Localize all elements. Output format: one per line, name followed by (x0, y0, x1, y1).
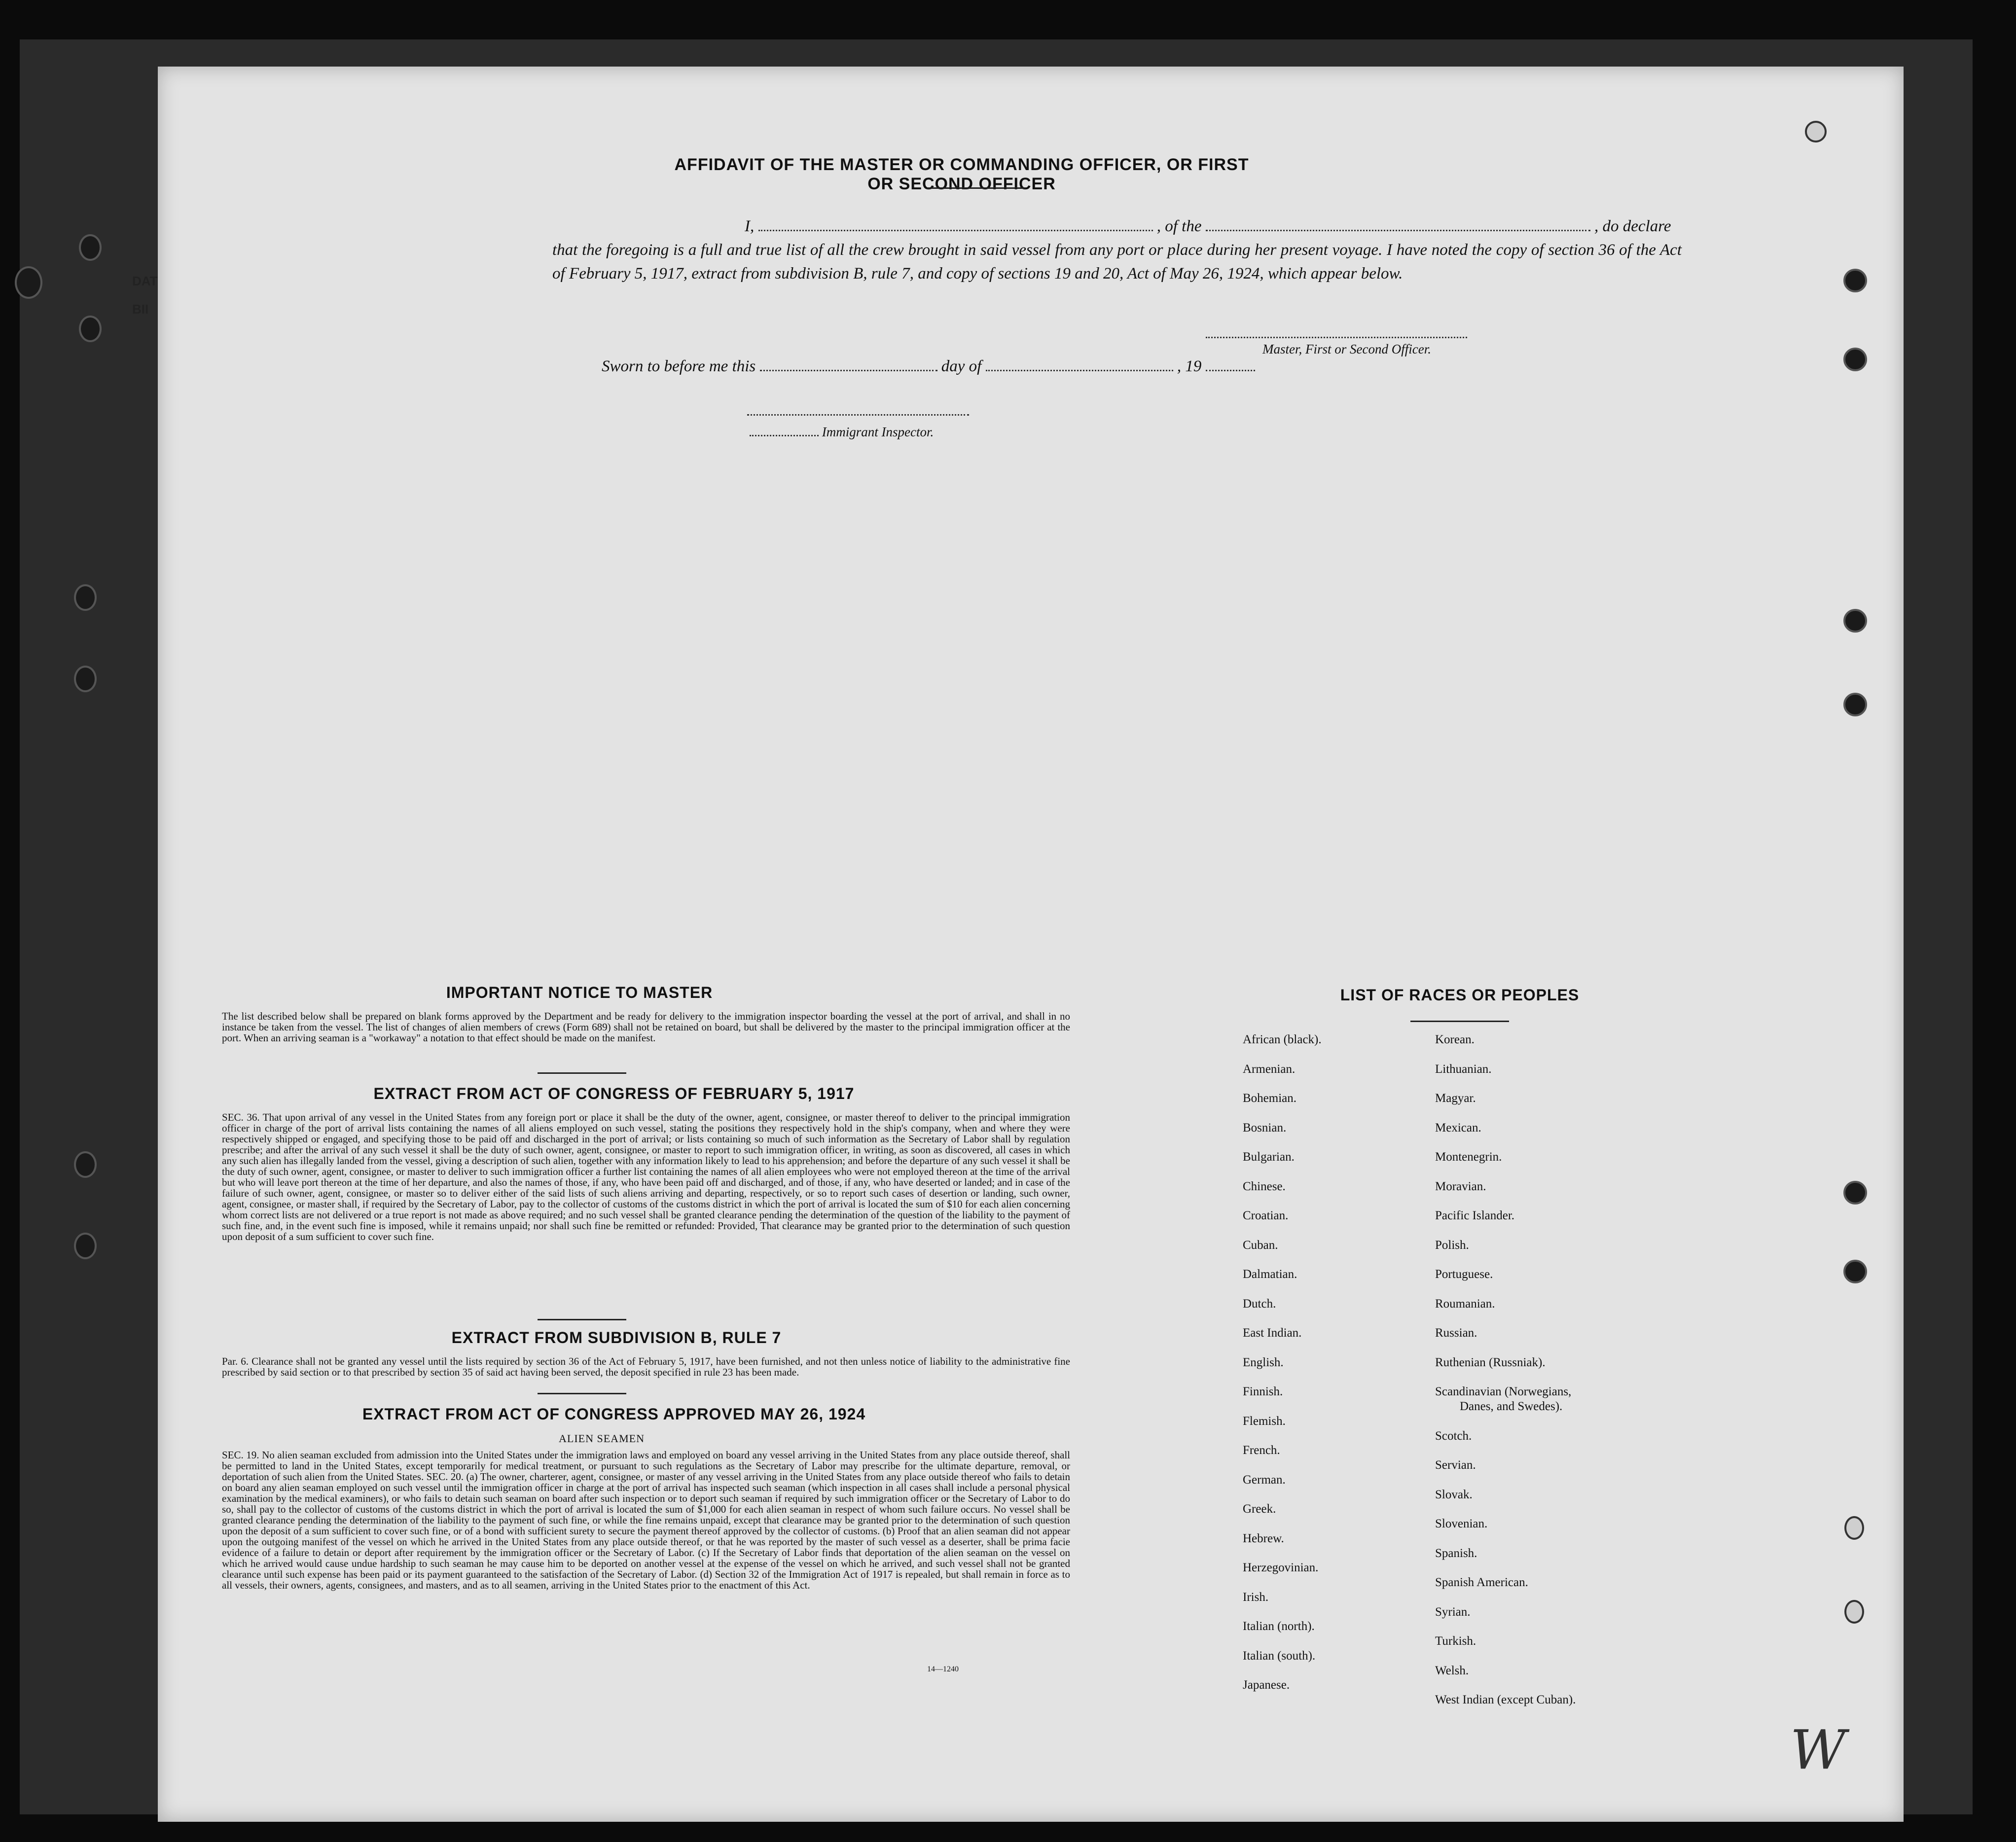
race-item: Bulgarian. (1243, 1150, 1295, 1164)
binder-hole (1843, 269, 1867, 292)
races-title: LIST OF RACES OR PEOPLES (1340, 986, 1580, 1004)
race-item: Turkish. (1435, 1634, 1476, 1648)
extract-1924-subtitle: ALIEN SEAMEN (559, 1432, 645, 1445)
race-item: Dalmatian. (1243, 1268, 1297, 1281)
sworn-year-field[interactable] (1206, 370, 1255, 371)
race-item: African (black). (1243, 1033, 1322, 1046)
binder-hole (1843, 693, 1867, 716)
affidavit-title: AFFIDAVIT OF THE MASTER OR COMMANDING OFFICER, OR FIRST OR SECOND OFFICER (674, 155, 1249, 193)
race-item: Slovak. (1435, 1488, 1473, 1501)
binder-hole (74, 584, 97, 611)
extract-1917-title: EXTRACT FROM ACT OF CONGRESS OF FEBRUARY 5, 1917 (373, 1085, 855, 1102)
binder-hole (1844, 1600, 1864, 1624)
inspector-signature (750, 425, 934, 440)
race-item: Scandinavian (Norwegians, (1435, 1385, 1572, 1398)
extract-rule7-text: Par. 6. Clearance shall not be granted any vessel until the lists required by section 36 of the Act of February 5, 1917, have been furnished, and not then unless notice of liability to the administrative fine prescribed by said section or to that prescribed by section 35 of said act having been served, the deposit specified in rule 23 has been made. (222, 1355, 1070, 1378)
race-item: Armenian. (1243, 1062, 1296, 1076)
notice-title: IMPORTANT NOTICE TO MASTER (446, 984, 713, 1001)
extract-rule7-title: EXTRACT FROM SUBDIVISION B, RULE 7 (451, 1329, 782, 1346)
race-item: Japanese. (1243, 1678, 1290, 1692)
binder-hole (1843, 348, 1867, 371)
race-item: Irish. (1243, 1590, 1269, 1604)
race-item: English. (1243, 1355, 1284, 1369)
race-item: Finnish. (1243, 1385, 1283, 1398)
extract-1924-title: EXTRACT FROM ACT OF CONGRESS APPROVED MAY 26, 1924 (362, 1405, 866, 1423)
margin-mark: DAT (132, 274, 158, 288)
race-item: Bosnian. (1243, 1121, 1287, 1134)
race-item: Polish. (1435, 1238, 1469, 1252)
race-item: East Indian. (1243, 1326, 1302, 1340)
race-item: German. (1243, 1473, 1286, 1487)
race-item: Flemish. (1243, 1414, 1286, 1428)
binder-hole (74, 666, 97, 692)
extract-1924-text: SEC. 19. No alien seaman excluded from admission into the United States under the immigration laws and employed on board any vessel arriving in the United States from any place outside thereof, shall be permitted to land in the United States, except temporarily for medical treatment, or pursuant to such regulations as the Secretary of Labor may prescribe for the ultimate departure, removal, or deportation of such alien from the United States. SEC. 20. (a) The owner, charterer, agent, consignee, or master of any vessel arriving in the United States from any place outside thereof who fails to detain on board any alien seaman employed on such vessel until the immigration officer in charge at the port of arrival has inspected such seaman (which inspection in all cases shall include a personal physical examination by the medical examiners), or who fails to detain such seaman on board after such inspection or to deport such seaman if required by such immigration officer or the Secretary of Labor to do so, shall pay to the collector of customs of the customs district in which the port of arrival is located the sum of $1,000 for each alien seaman in respect of whom such failure occurs. No vessel shall be granted clearance pending the determination of the liability to the payment of such fine, or while the fine remains unpaid, except that clearance may be granted prior to the determination of such question upon the deposit of a sum sufficient to cover such fine, or of a bond with sufficient surety to secure the payment thereof approved by the collector of customs. (b) Proof that an alien seaman did not appear upon the outgoing manifest of the vessel on which he arrived in the United States from any place outside thereof, or that he was reported by the master of such vessel as a deserter, shall be prima facie evidence of a failure to detain or deport after requirement by the immigration officer or the Secretary of Labor. (c) If the Secretary of Labor finds that deportation of the alien seaman on the vessel on which he arrived would cause undue hardship to such seaman he may cause him to be deported on another vessel at the expense of the vessel on which he arrived, and such vessel shall not be granted clearance until such expense has been paid or its payment guaranteed to the satisfaction of the Secretary of Labor. (d) Section 32 of the Immigration Act of 1917 is repealed, but shall remain in force as to all vessels, their owners, agents, consignees, and masters, and as to all seamen, arriving in the United States prior to the enactment of this Act. (222, 1449, 1070, 1591)
binder-hole (74, 1233, 97, 1259)
section-rule (538, 1072, 626, 1074)
race-item: French. (1243, 1444, 1280, 1457)
race-item: Pacific Islander. (1435, 1209, 1515, 1222)
races-title-rule (1410, 1021, 1509, 1022)
master-signature-line[interactable] (1206, 337, 1467, 338)
binder-hole (1844, 1516, 1864, 1540)
section-rule (538, 1393, 626, 1394)
inspector-label: Immigrant Inspector. (822, 425, 934, 439)
notice-text: The list described below shall be prepared on blank forms approved by the Department and be ready for delivery to the immigration inspector boarding the vessel at the port of arrival, and shall in no instance be taken from the vessel. The list of changes of alien members of crews (Form 689) shall not be retained on board, but shall be delivered by the master to the principal immigration officer at the port. When an arriving seaman is a "workaway" a notation to that effect should be made on the manifest. (222, 1010, 1070, 1044)
race-item: Portuguese. (1435, 1268, 1493, 1281)
affidavit-text (552, 214, 1682, 285)
margin-mark: BII (132, 302, 149, 317)
inspector-name-field[interactable] (750, 435, 819, 436)
binder-hole (79, 234, 102, 261)
sworn-day-field[interactable] (760, 370, 937, 371)
binder-hole (1805, 121, 1827, 142)
declarant-prefix: I, (745, 217, 755, 235)
handwritten-mark: W (1790, 1718, 1846, 1781)
vessel-prefix: , of the (1156, 217, 1202, 235)
declarant-name-field[interactable] (758, 230, 1153, 231)
race-item: Mexican. (1435, 1121, 1481, 1134)
form-number: 14—1240 (927, 1665, 959, 1673)
races-right-column (1435, 1033, 1576, 1723)
binder-hole (1843, 1181, 1867, 1204)
affidavit-body: that the foregoing is a full and true list of all the crew brought in said vessel from any port or place during her present voyage. I have noted the copy of section 36 of the Act of February 5, 1917, extract from subdivision B, rule 7, and copy of sections 19 and 20, Act of May 26, 1924, which appear below. (552, 241, 1682, 283)
title-rule (927, 187, 1026, 189)
race-item: Bohemian. (1243, 1092, 1297, 1105)
race-item: Roumanian. (1435, 1297, 1495, 1311)
race-item: Herzegovinian. (1243, 1561, 1319, 1574)
binder-hole (15, 266, 42, 299)
binder-hole (1843, 609, 1867, 633)
declare-text: , do declare (1594, 217, 1671, 235)
race-item: Servian. (1435, 1458, 1476, 1472)
sworn-year-label: , 19 (1177, 357, 1202, 375)
race-item: West Indian (except Cuban). (1435, 1693, 1576, 1706)
race-item: Syrian. (1435, 1605, 1471, 1619)
race-item: Dutch. (1243, 1297, 1276, 1311)
form-page (158, 67, 1904, 1822)
race-item: Danes, and Swedes). (1460, 1400, 1563, 1413)
race-item: Greek. (1243, 1502, 1276, 1516)
race-item: Korean. (1435, 1033, 1475, 1046)
race-item: Magyar. (1435, 1092, 1476, 1105)
binder-hole (74, 1151, 97, 1178)
race-item: Croatian. (1243, 1209, 1289, 1222)
race-item: Welsh. (1435, 1664, 1469, 1677)
race-item: Russian. (1435, 1326, 1477, 1340)
binder-hole (1843, 1260, 1867, 1283)
race-item: Cuban. (1243, 1238, 1278, 1252)
race-item: Spanish. (1435, 1546, 1477, 1560)
sworn-month-field[interactable] (986, 370, 1173, 371)
race-item: Chinese. (1243, 1179, 1286, 1193)
inspector-signature-line[interactable] (747, 414, 969, 416)
sworn-statement (602, 357, 1255, 376)
race-item: Ruthenian (Russniak). (1435, 1355, 1546, 1369)
vessel-name-field[interactable] (1206, 230, 1590, 231)
section-rule (538, 1319, 626, 1320)
sworn-day-label: day of (941, 357, 982, 375)
race-item: Moravian. (1435, 1179, 1486, 1193)
race-item: Italian (north). (1243, 1620, 1315, 1633)
binder-hole (79, 316, 102, 342)
race-item: Slovenian. (1435, 1517, 1488, 1530)
race-item: Montenegrin. (1435, 1150, 1502, 1164)
race-item: Spanish American. (1435, 1576, 1528, 1589)
race-item: Italian (south). (1243, 1649, 1316, 1663)
race-item: Hebrew. (1243, 1531, 1284, 1545)
races-left-column (1243, 1033, 1322, 1708)
sworn-prefix: Sworn to before me this (602, 357, 756, 375)
race-item: Lithuanian. (1435, 1062, 1492, 1076)
race-item: Scotch. (1435, 1429, 1472, 1443)
master-signature-label: Master, First or Second Officer. (1262, 342, 1431, 356)
extract-1917-text: SEC. 36. That upon arrival of any vessel in the United States from any foreign port or place it shall be the duty of the owner, agent, consignee, or master thereof to deliver to the principal immigration officer in charge of the port of arrival lists containing the names of all aliens employed on such vessel, stating the positions they respectively hold in the ship's company, when and where they were respectively shipped or engaged, and specifying those to be paid off and discharged in the port of arrival; or lists containing so much of such information as the Secretary of Labor shall by regulation prescribe; and after the arrival of any such vessel it shall be the duty of such owner, agent, consignee, or master to report to such immigration officer, in writing, as soon as discovered, all cases in which any such alien has illegally landed from the vessel, giving a description of such alien, together with any information likely to lead to his apprehension; and before the departure of any such vessel it shall be the duty of such owner, agent, consignee, or master to deliver to such immigration officer a further list containing the names of all alien employees who were not employed thereon at the time of the arrival but who will leave port thereon at the time of her departure, and also the names of those, if any, who have been paid off and discharged, and of those, if any, who have deserted or landed; and in case of the failure of such owner, agent, consignee, or master so to deliver either of the said lists of such aliens arriving and departing, respectively, or so to report such cases of desertion or landing, such owner, agent, consignee, or master shall, if required by the Secretary of Labor, pay to the collector of customs of the customs district in which the port of arrival is located the sum of $10 for each alien concerning whom correct lists are not delivered or a true report is not made as above required; and no such vessel shall be granted clearance pending the determination of the question of the liability to the payment of such fine, and, in the event such fine is imposed, while it remains unpaid; nor shall such fine be remitted or refunded: Provided, That clearance may be granted prior to the determination of such question upon deposit of a sum sufficient to cover such fine. (222, 1111, 1070, 1242)
